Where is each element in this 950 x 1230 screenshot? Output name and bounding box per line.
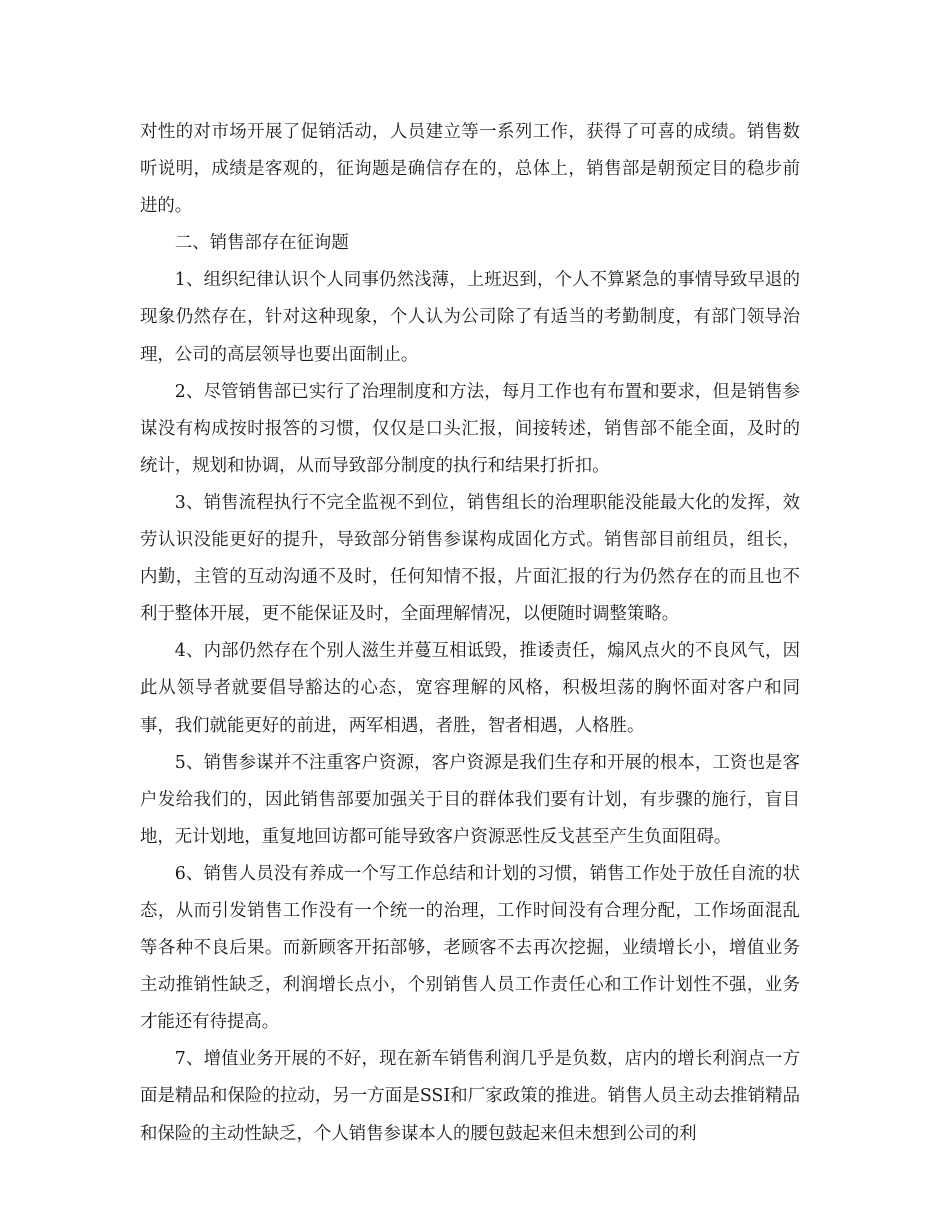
paragraph-continuation: 对性的对市场开展了促销活动，人员建立等一系列工作，获得了可喜的成绩。销售数听说明，成绩是客观的，征询题是确信存在的，总体上，销售部是朝预定目的稳步前进的。: [140, 122, 800, 217]
paragraph-item-7: 7、增值业务开展的不好，现在新车销售利润几乎是负数，店内的增长利润点一方面是精品和保险的拉动，另一方面是SSI和厂家政策的推进。销售人员主动去推销精品和保险的主动性缺乏，个人销售参谋本人的腰包鼓起来但未想到公司的利: [140, 1049, 800, 1144]
document-body: [140, 114, 800, 1153]
section-heading: 二、销售部存在征询题: [174, 233, 349, 254]
paragraph-item-3: 3、销售流程执行不完全监视不到位，销售组长的治理职能没能最大化的发挥，效劳认识没能更好的提升，导致部分销售参谋构成固化方式。销售部目前组员，组长，内勤，主管的互动沟通不及时，任何知情不报，片面汇报的行为仍然存在的而且也不利于整体开展，更不能保证及时，全面理解情况，以便随时调整策略。: [140, 492, 800, 625]
paragraph-item-5: 5、销售参谋并不注重客户资源，客户资源是我们生存和开展的根本，工资也是客户发给我们的，因此销售部要加强关于目的群体我们要有计划，有步骤的施行，盲目地，无计划地，重复地回访都可能导致客户资源恶性反戈甚至产生负面阻碍。: [140, 752, 800, 847]
paragraph-item-1: 1、组织纪律认识个人同事仍然浅薄，上班迟到，个人不算紧急的事情导致早退的现象仍然存在，针对这种现象，个人认为公司除了有适当的考勤制度，有部门领导治理，公司的高层领导也要出面制止。: [140, 270, 800, 365]
paragraph-item-6: 6、销售人员没有养成一个写工作总结和计划的习惯，销售工作处于放任自流的状态，从而引发销售工作没有一个统一的治理，工作时间没有合理分配，工作场面混乱等各种不良后果。而新顾客开拓部够，老顾客不去再次挖掘，业绩增长小，增值业务主动推销性缺乏，利润增长点小，个别销售人员工作责任心和工作计划性不强，业务才能还有待提高。: [140, 863, 800, 1033]
paragraph-item-2: 2、尽管销售部已实行了治理制度和方法，每月工作也有布置和要求，但是销售参谋没有构成按时报答的习惯，仅仅是口头汇报，间接转述，销售部不能全面，及时的统计，规划和协调，从而导致部分制度的执行和结果打折扣。: [140, 381, 800, 476]
paragraph-item-4: 4、内部仍然存在个别人滋生并蔓互相诋毁，推诿责任，煽风点火的不良风气，因此从领导者就要倡导豁达的心态，宽容理解的风格，积极坦荡的胸怀面对客户和同事，我们就能更好的前进，两军相遇，者胜，智者相遇，人格胜。: [140, 641, 800, 736]
